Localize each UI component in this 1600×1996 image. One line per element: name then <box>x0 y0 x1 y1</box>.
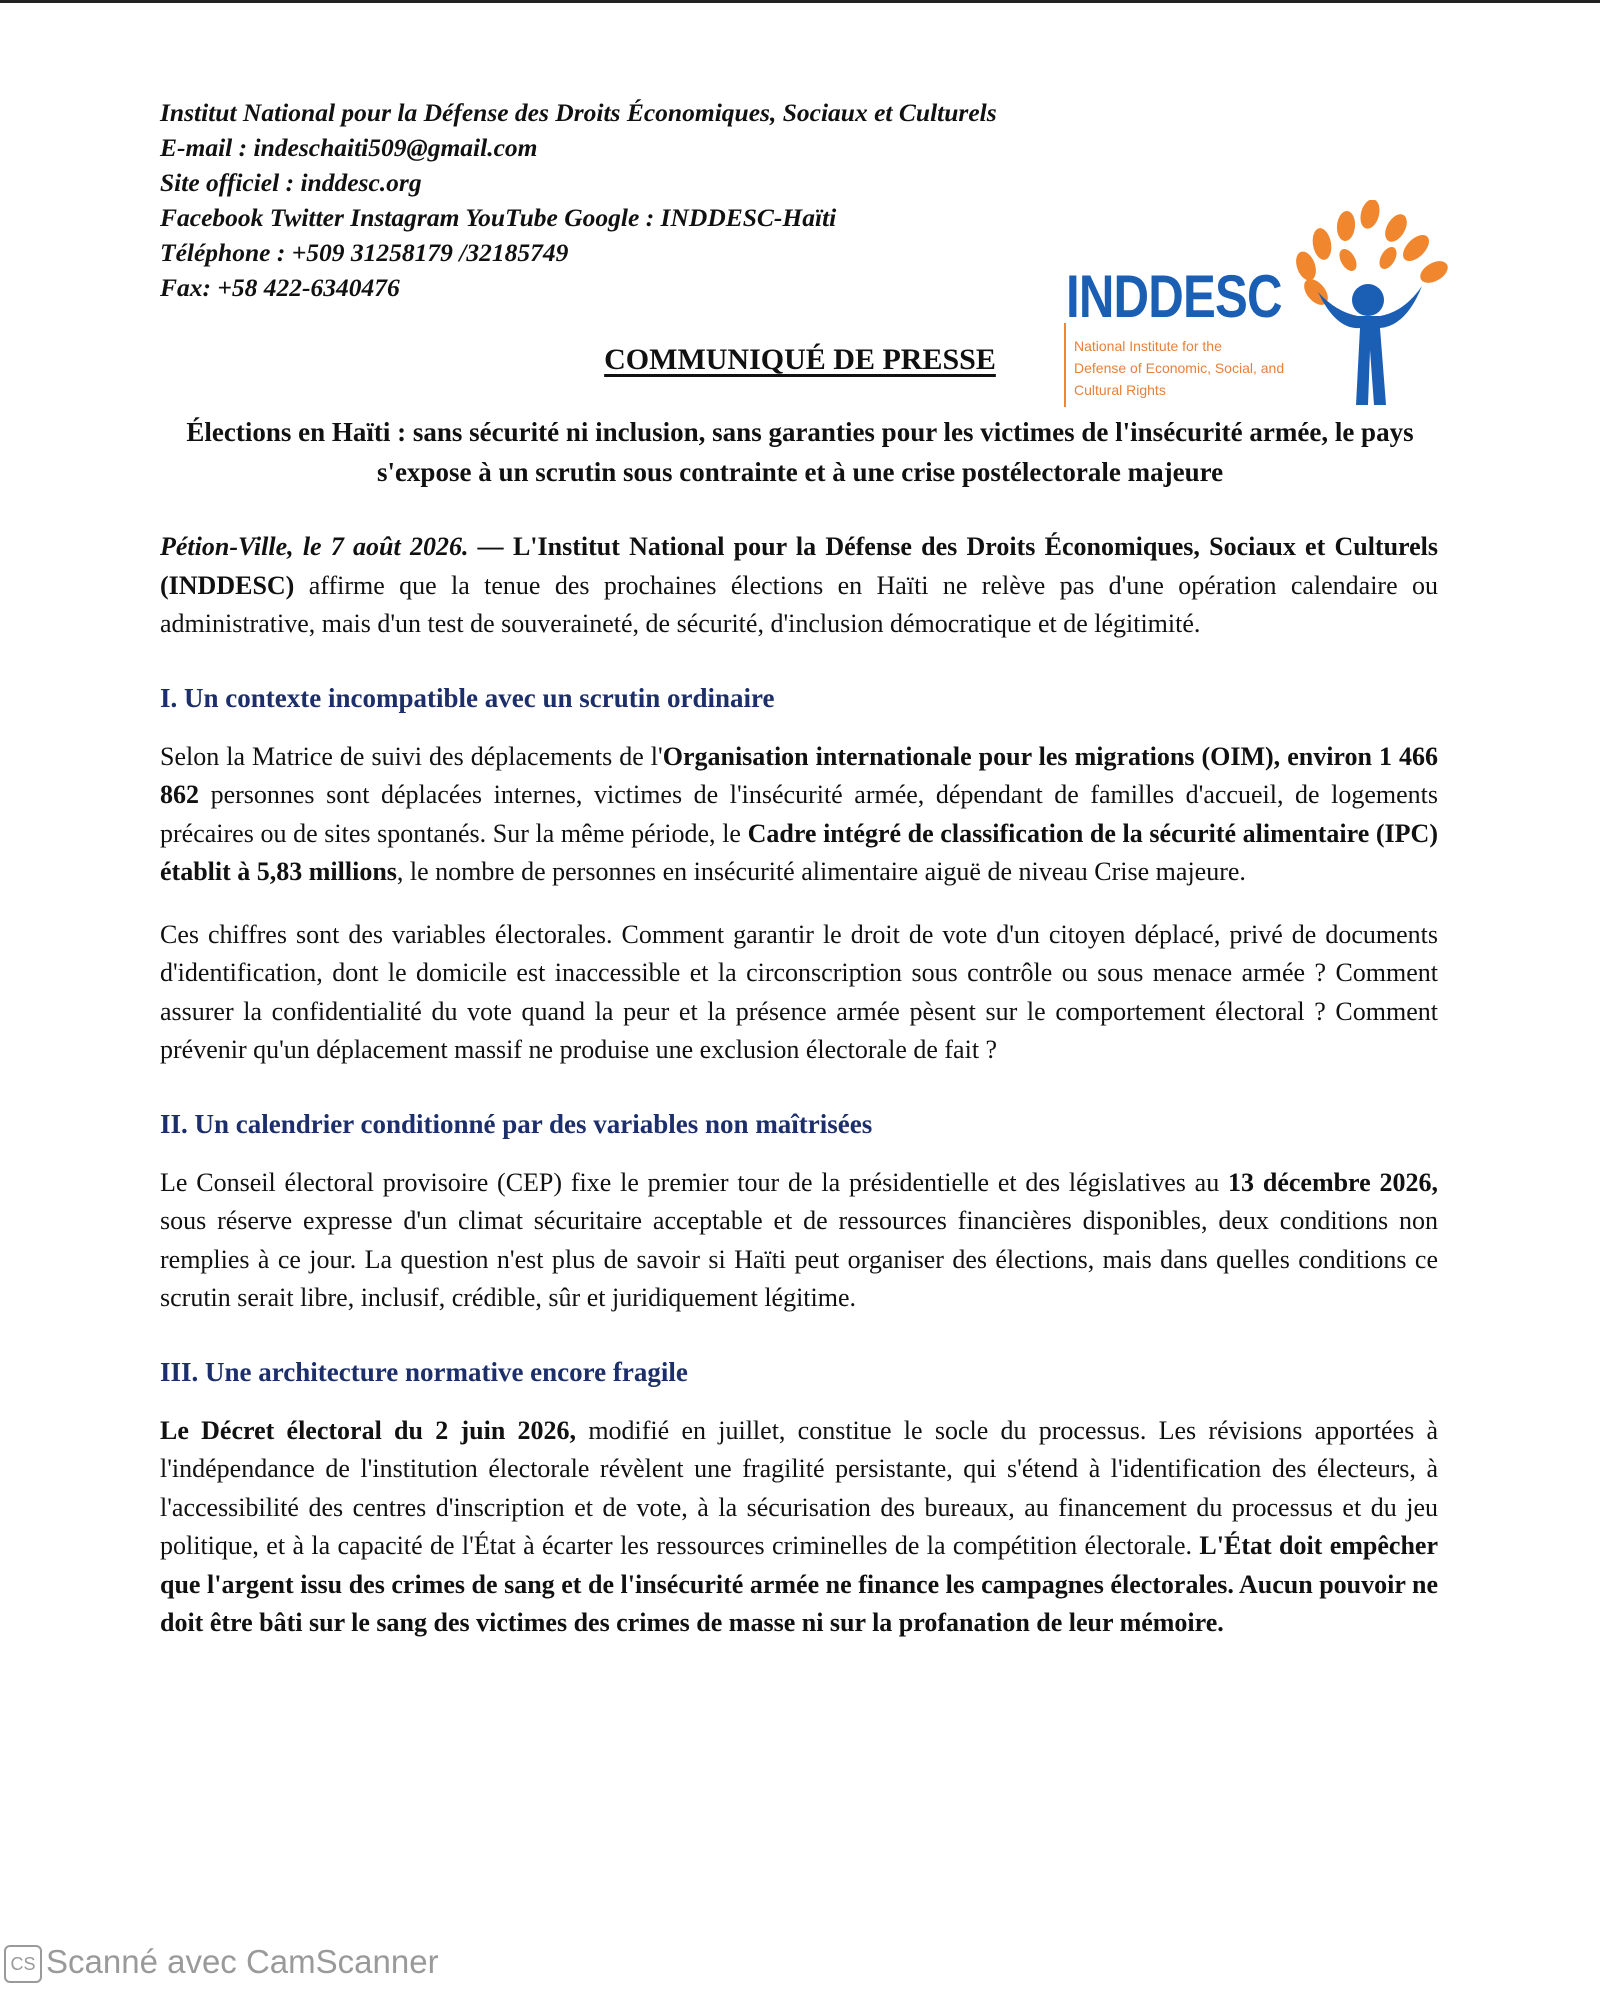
scanner-watermark <box>4 1943 439 1987</box>
text-span: modifié en juillet, constitue le socle du processus. Les révisions apportées à l'indépendance de l'institution électorale révèlent une fragilité persistante, qui s'étend à l'identification des électeurs, à l'accessibilité des centres d'inscription et de vote, à la sécurisation des bureaux, au financement du processus et du jeu politique, et à la capacité de l'État à écarter les ressources criminelles de la compétition électorale. <box>160 1415 1438 1560</box>
social-line: Facebook Twitter Instagram YouTube Google : INDDESC-Haïti <box>160 203 837 232</box>
organization-name: L'Institut National pour la Défense des Droits Économiques, Sociaux et Culturels (INDDESC) <box>160 532 1438 600</box>
logo-divider <box>1064 323 1066 407</box>
text-span: sous réserve expresse d'un climat sécuritaire acceptable et de ressources financières disponibles, deux conditions non remplies à ce jour. La question n'est plus de savoir si Haïti peut organiser des élections, mais dans quelles conditions ce scrutin serait libre, inclusif, crédible, sûr et juridiquement légitime. <box>160 1206 1438 1312</box>
logo-subtitle-line: National Institute for the <box>1074 338 1222 354</box>
bold-span: 13 décembre 2026, <box>1228 1167 1438 1197</box>
section-heading-2: II. Un calendrier conditionné par des variables non maîtrisées <box>160 1108 873 1139</box>
logo-subtitle-line: Defense of Economic, Social, and <box>1074 360 1285 376</box>
institute-name: Institut National pour la Défense des Droits Économiques, Sociaux et Culturels <box>160 98 997 127</box>
fax-line: Fax: +58 422-6340476 <box>160 273 400 302</box>
section-heading-3: III. Une architecture normative encore fragile <box>160 1356 688 1387</box>
bold-span: Le Décret électoral du 2 juin 2026, <box>160 1415 577 1445</box>
press-release-title: COMMUNIQUÉ DE PRESSE <box>604 343 996 376</box>
bold-span: L'État doit empêcher que l'argent issu des crimes de sang et de l'insécurité armée ne finance les campagnes électorales. Aucun pouvoir ne doit être bâti sur le sang des victimes des crimes de masse ni sur la profanation de leur mémoire. <box>160 1531 1438 1637</box>
text-span: Le Conseil électoral provisoire (CEP) fixe le premier tour de la présidentielle et des législatives au <box>160 1167 1229 1197</box>
press-release-body <box>160 528 1438 1667</box>
section-3-paragraph-1 <box>160 1412 1438 1643</box>
section-1-paragraph-2: Ces chiffres sont des variables électorales. Comment garantir le droit de vote d'un citoyen déplacé, privé de documents d'identification, dont le domicile est inaccessible et la circonscription sous contrôle ou sous menace armée ? Comment assurer la confidentialité du vote quand la peur et la présence armée pèsent sur le comportement électoral ? Comment prévenir qu'un déplacement massif ne produise une exclusion électorale de fait ? <box>160 919 1438 1064</box>
intro-text: affirme que la tenue des prochaines élections en Haïti ne relève pas d'une opération calendaire ou administrative, mais d'un test de souveraineté, de sécurité, d'inclusion démocratique et de légitimité. <box>160 570 1438 638</box>
section-2-paragraph-1 <box>160 1164 1438 1318</box>
watermark-text: Scanné avec CamScanner <box>46 1943 439 1980</box>
text-span: personnes sont déplacées internes, victimes de l'insécurité armée, dépendant de familles d'accueil, de logements précaires ou de sites spontanés. Sur la même période, le <box>160 780 1438 848</box>
section-1-paragraph-1 <box>160 738 1438 892</box>
logo-subtitle-line: Cultural Rights <box>1074 382 1166 398</box>
text-span: Selon la Matrice de suivi des déplacements de l' <box>160 741 663 771</box>
email-line: E-mail : indeschaiti509@gmail.com <box>160 133 538 162</box>
section-heading-1: I. Un contexte incompatible avec un scrutin ordinaire <box>160 682 775 713</box>
website-line: Site officiel : inddesc.org <box>160 168 422 197</box>
phone-line: Téléphone : +509 31258179 /32185749 <box>160 238 569 267</box>
text-span: , le nombre de personnes en insécurité alimentaire aiguë de niveau Crise majeure. <box>396 857 1246 886</box>
camscanner-icon: CS <box>4 1945 42 1983</box>
intro-paragraph <box>160 528 1438 644</box>
inddesc-logo <box>1058 200 1448 415</box>
logo-wordmark: INDDESC <box>1066 263 1282 330</box>
bold-span: Organisation internationale pour les migrations (OIM), environ 1 466 862 <box>160 741 1438 809</box>
bold-span: Cadre intégré de classification de la sécurité alimentaire (IPC) établit à 5,83 millions <box>160 818 1438 886</box>
contact-header <box>160 95 1160 305</box>
person-with-laurel-icon <box>1288 200 1448 415</box>
press-release-subtitle: Élections en Haïti : sans sécurité ni inclusion, sans garanties pour les victimes de l'insécurité armée, le pays s'expose à un scrutin sous contrainte et à une crise postélectorale majeure <box>186 417 1414 487</box>
dateline: Pétion-Ville, le 7 août 2026. — <box>160 532 504 561</box>
